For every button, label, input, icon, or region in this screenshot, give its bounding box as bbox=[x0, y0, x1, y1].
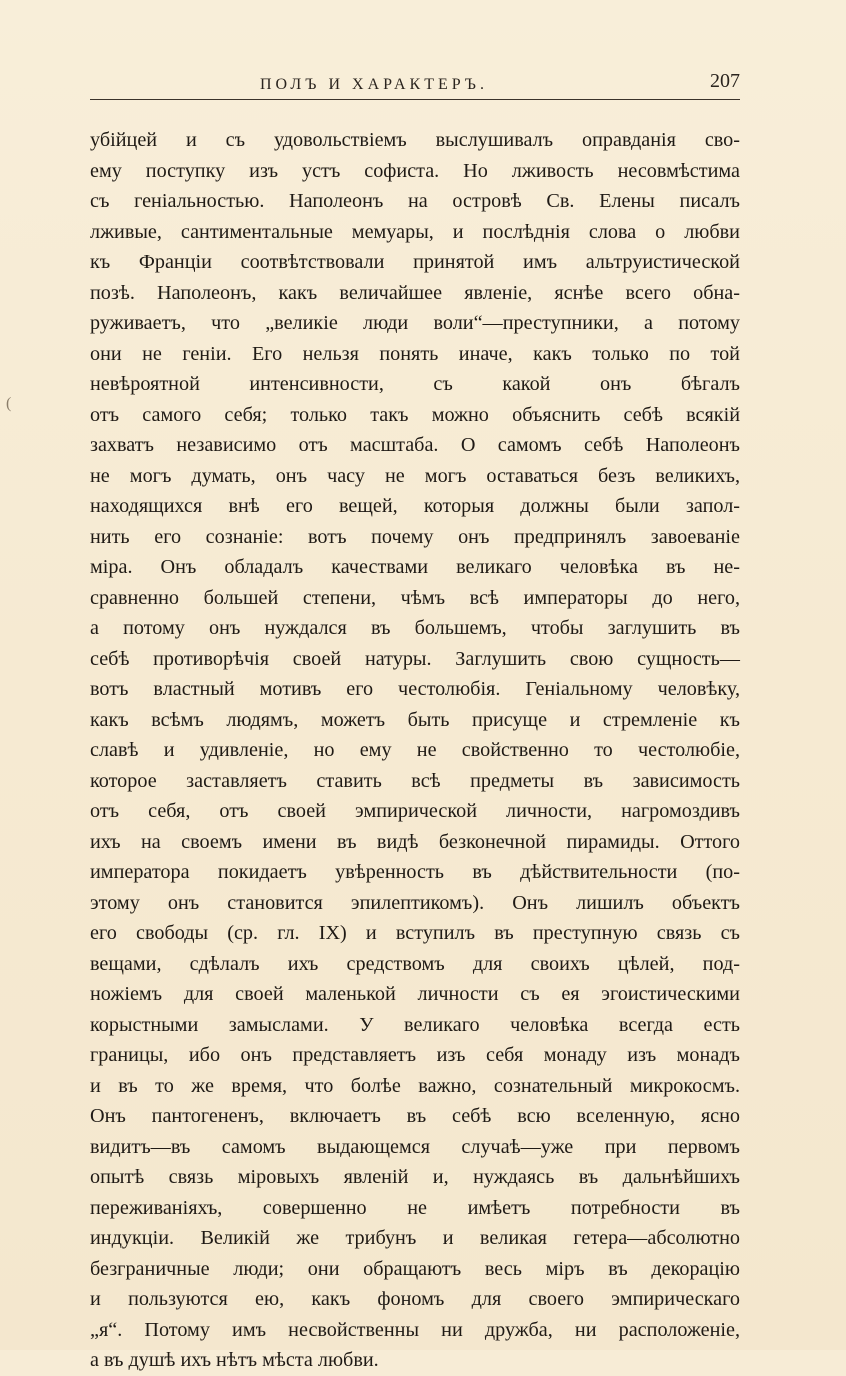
text-line: индукціи. Великій же трибунъ и великая гетера—абсолютно bbox=[90, 1227, 740, 1249]
text-line: вотъ властный мотивъ его честолюбія. Геніальному человѣку, bbox=[90, 678, 740, 700]
header-rule bbox=[90, 99, 740, 100]
body-text bbox=[90, 125, 740, 1376]
text-line: позѣ. Наполеонъ, какъ величайшее явленіе, яснѣе всего обна- bbox=[90, 281, 740, 304]
text-line: опытѣ связь міровыхъ явленій и, нуждаясь въ дальнѣйшихъ bbox=[90, 1166, 740, 1188]
text-line: его свободы (ср. гл. IX) и вступилъ въ преступную связь съ bbox=[90, 922, 740, 944]
margin-mark: ( bbox=[6, 395, 12, 412]
page-number: 207 bbox=[710, 70, 740, 92]
text-line: руживаетъ, что „великіе люди воли“—преступники, а потому bbox=[90, 312, 740, 334]
text-line: съ геніальностью. Наполеонъ на островѣ Св. Елены писалъ bbox=[90, 190, 740, 212]
text-line: безграничные люди; они обращаютъ весь міръ въ декорацію bbox=[90, 1257, 740, 1280]
text-line: Онъ пантогененъ, включаетъ въ себѣ всю вселенную, ясно bbox=[90, 1105, 740, 1127]
text-line: и пользуются ею, какъ фономъ для своего эмпирическаго bbox=[90, 1288, 740, 1310]
text-line: ему поступку изъ устъ софиста. Но лживость несовмѣстима bbox=[90, 159, 740, 182]
text-line: корыстными замыслами. У великаго человѣка всегда есть bbox=[90, 1013, 740, 1036]
text-line: вещами, сдѣлалъ ихъ средствомъ для своихъ цѣлей, под- bbox=[90, 952, 740, 975]
text-line: сравненно большей степени, чѣмъ всѣ императоры до него, bbox=[90, 586, 740, 609]
text-line: видитъ—въ самомъ выдающемся случаѣ—уже при первомъ bbox=[90, 1135, 740, 1158]
text-line: лживые, сантиментальные мемуары, и послѣднія слова о любви bbox=[90, 220, 740, 243]
text-line: „я“. Потому имъ несвойственны ни дружба, ни расположеніе, bbox=[90, 1318, 740, 1341]
text-line: императора покидаетъ увѣренность въ дѣйствительности (по- bbox=[90, 861, 740, 883]
text-line: къ Франціи соотвѣтствовали принятой имъ альтруистической bbox=[90, 251, 740, 273]
text-line: ножіемъ для своей маленькой личности съ ея эгоистическими bbox=[90, 983, 740, 1005]
text-line: отъ самого себя; только такъ можно объяснить себѣ всякій bbox=[90, 403, 740, 426]
text-line: не могъ думать, онъ часу не могъ оставаться безъ великихъ, bbox=[90, 464, 740, 487]
text-line: какъ всѣмъ людямъ, можетъ быть присуще и стремленіе къ bbox=[90, 708, 740, 731]
text-line: переживаніяхъ, совершенно не имѣетъ потребности въ bbox=[90, 1196, 740, 1219]
text-line: и въ то же время, что болѣе важно, сознательный микрокосмъ. bbox=[90, 1074, 740, 1097]
page-header bbox=[90, 70, 740, 100]
text-line: они не геніи. Его нельзя понять иначе, какъ только по той bbox=[90, 342, 740, 365]
text-line: міра. Онъ обладалъ качествами великаго человѣка въ не- bbox=[90, 556, 740, 578]
text-line: ихъ на своемъ имени въ видѣ безконечной пирамиды. Оттого bbox=[90, 830, 740, 853]
text-line: а потому онъ нуждался въ большемъ, чтобы заглушить въ bbox=[90, 617, 740, 639]
text-line: нить его сознаніе: вотъ почему онъ предпринялъ завоеваніе bbox=[90, 525, 740, 548]
text-line: границы, ибо онъ представляетъ изъ себя монаду изъ монадъ bbox=[90, 1044, 740, 1066]
running-title: ПОЛЪ И ХАРАКТЕРЪ. bbox=[260, 76, 488, 93]
text-line: славѣ и удивленіе, но ему не свойственно то честолюбіе, bbox=[90, 739, 740, 761]
text-line: а въ душѣ ихъ нѣтъ мѣста любви. bbox=[90, 1349, 379, 1371]
text-line: которое заставляетъ ставить всѣ предметы въ зависимость bbox=[90, 769, 740, 792]
text-line: этому онъ становится эпилептикомъ). Онъ лишилъ объектъ bbox=[90, 891, 740, 914]
text-line: себѣ противорѣчія своей натуры. Заглушить свою сущность— bbox=[90, 647, 740, 670]
text-line: убійцей и съ удовольствіемъ выслушивалъ оправданія сво- bbox=[90, 129, 740, 151]
text-line: невѣроятной интенсивности, съ какой онъ бѣгалъ bbox=[90, 373, 740, 395]
text-line: отъ себя, отъ своей эмпирической личности, нагромоздивъ bbox=[90, 800, 740, 822]
text-line: находящихся внѣ его вещей, которыя должны были запол- bbox=[90, 495, 740, 517]
text-line: захватъ независимо отъ масштаба. О самомъ себѣ Наполеонъ bbox=[90, 434, 740, 456]
